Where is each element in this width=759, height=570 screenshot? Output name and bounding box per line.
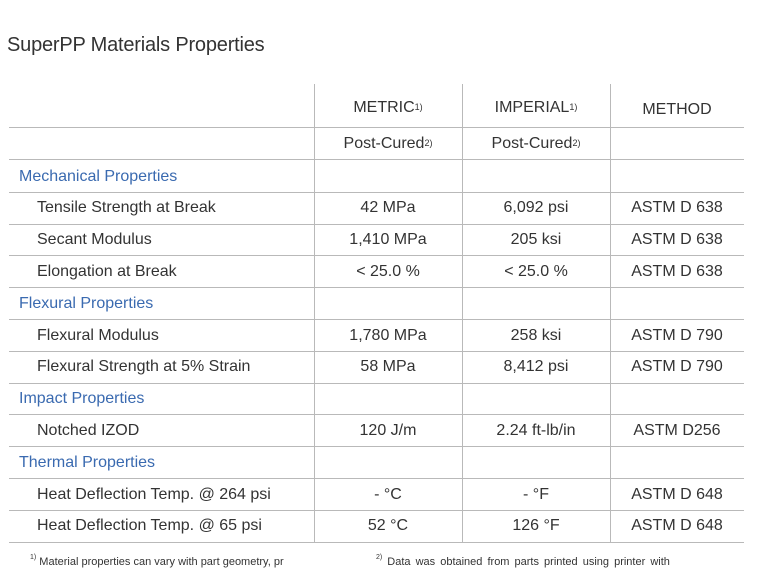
method-header xyxy=(610,93,744,127)
metric-header-label: METRIC xyxy=(353,99,415,116)
property-label: Tensile Strength at Break xyxy=(37,199,216,217)
metric-value: 42 MPa xyxy=(360,199,416,217)
imperial-post-cured-label: Post-Cured xyxy=(491,135,573,152)
property-label: Elongation at Break xyxy=(37,262,177,280)
property-label: Flexural Strength at 5% Strain xyxy=(37,358,251,376)
imperial-post-cured: Post-Cured 2) xyxy=(491,135,581,152)
method-value: ASTM D 638 xyxy=(631,262,723,280)
imperial-value: 258 ksi xyxy=(510,326,562,344)
page-title: SuperPP Materials Properties xyxy=(7,34,265,56)
footnote-2-text: Data was obtained from parts printed using printer with xyxy=(387,556,670,568)
row-divider xyxy=(9,542,744,543)
property-label: Secant Modulus xyxy=(37,231,152,249)
col-divider xyxy=(610,84,611,542)
metric-value: < 25.0 % xyxy=(356,262,420,280)
footnote-2-marker: 2) xyxy=(376,554,383,562)
metric-value: 58 MPa xyxy=(360,358,416,376)
imperial-value: 2.24 ft-lb/in xyxy=(496,421,576,439)
metric-value: 52 °C xyxy=(367,517,409,535)
method-value: ASTM D 648 xyxy=(631,517,723,535)
imperial-value: < 25.0 % xyxy=(504,262,568,280)
imperial-value: 6,092 psi xyxy=(503,199,569,217)
imperial-value: 205 ksi xyxy=(510,231,562,249)
section-heading: Flexural Properties xyxy=(19,294,154,312)
imperial-value: 126 °F xyxy=(512,517,560,535)
method-value: ASTM D 790 xyxy=(631,326,723,344)
metric-post-cured: Post-Cured 2) xyxy=(343,135,433,152)
method-value: ASTM D 638 xyxy=(631,231,723,249)
property-label: Heat Deflection Temp. @ 264 psi xyxy=(37,485,271,503)
header-divider xyxy=(9,127,744,128)
property-label: Flexural Modulus xyxy=(37,326,159,344)
section-heading: Impact Properties xyxy=(19,390,145,408)
footnote-1-text: Material properties can vary with part geometry, pr xyxy=(39,556,284,568)
method-value: ASTM D256 xyxy=(633,421,721,439)
footnote-2 xyxy=(376,556,670,568)
method-header-label: METHOD xyxy=(642,101,712,118)
footnote-1 xyxy=(30,556,284,568)
metric-value: 1,780 MPa xyxy=(349,326,427,344)
metric-header: METRIC 1) xyxy=(353,99,423,116)
footnote-1-marker: 1) xyxy=(30,554,37,562)
section-heading: Mechanical Properties xyxy=(19,167,178,185)
section-heading: Thermal Properties xyxy=(19,453,156,471)
method-value: ASTM D 648 xyxy=(631,485,723,503)
method-value: ASTM D 790 xyxy=(631,358,723,376)
property-label: Notched IZOD xyxy=(37,421,140,439)
method-value: ASTM D 638 xyxy=(631,199,723,217)
imperial-value: - °F xyxy=(523,485,549,503)
metric-value: - °C xyxy=(374,485,402,503)
imperial-header: IMPERIAL 1) xyxy=(494,99,578,116)
imperial-value: 8,412 psi xyxy=(503,358,569,376)
imperial-header-label: IMPERIAL xyxy=(494,99,570,116)
metric-post-cured-label: Post-Cured xyxy=(343,135,425,152)
metric-value: 120 J/m xyxy=(359,421,417,439)
property-label: Heat Deflection Temp. @ 65 psi xyxy=(37,517,262,535)
header-divider xyxy=(9,159,744,160)
metric-value: 1,410 MPa xyxy=(349,231,427,249)
